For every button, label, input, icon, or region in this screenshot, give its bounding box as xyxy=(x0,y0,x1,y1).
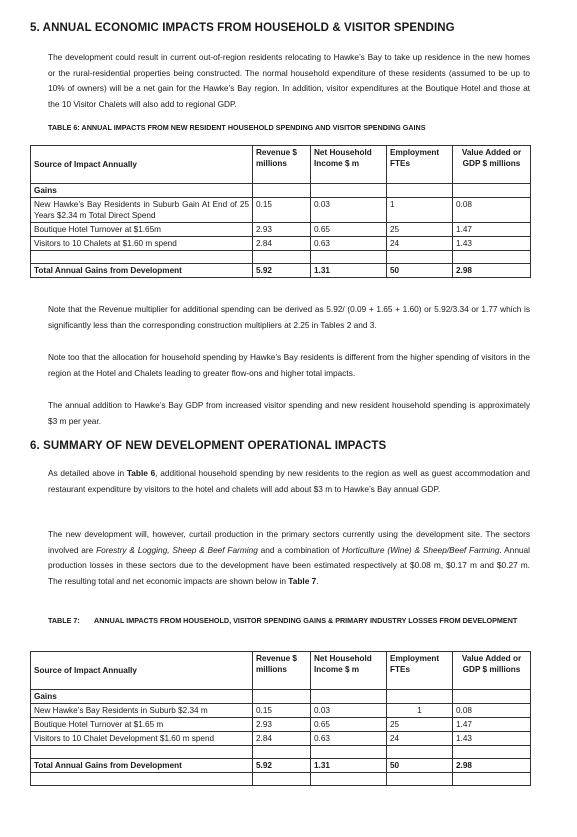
table-cell-value-added: 2.98 xyxy=(453,759,531,773)
table-6-header-source: Source of Impact Annually xyxy=(31,146,253,184)
table-cell-employment: 50 xyxy=(387,759,453,773)
table-cell-employment: 24 xyxy=(387,732,453,746)
table-cell-revenue: 2.93 xyxy=(253,718,311,732)
table-cell-source: New Hawke’s Bay Residents in Suburb $2.34 m xyxy=(31,704,253,718)
table-row xyxy=(31,223,531,237)
table-cell-revenue: 0.15 xyxy=(253,198,311,223)
table-6-total-row xyxy=(31,264,531,278)
table-cell-value-added: 0.08 xyxy=(453,198,531,223)
table-7-header-employment: Employment FTEs xyxy=(387,652,453,690)
table-cell-net: 1.31 xyxy=(311,264,387,278)
table-6-caption: TABLE 6: ANNUAL IMPACTS FROM NEW RESIDENT HOUSEHOLD SPENDING AND VISITOR SPENDING GAINS xyxy=(48,123,426,132)
table-6-header-employment: Employment FTEs xyxy=(387,146,453,184)
table-cell-value-added: 1.43 xyxy=(453,732,531,746)
table-cell-value-added: 1.47 xyxy=(453,718,531,732)
table-6-gains-label: Gains xyxy=(31,184,253,198)
table-6-header-revenue: Revenue $ millions xyxy=(253,146,311,184)
table-7 xyxy=(30,651,531,786)
table-7-header-net: Net Household Income $ m xyxy=(311,652,387,690)
table-6-header-value-added: Value Added or GDP $ millions xyxy=(453,146,531,184)
table-cell-revenue: 5.92 xyxy=(253,264,311,278)
table-cell-employment: 24 xyxy=(387,237,453,251)
table-6 xyxy=(30,145,531,278)
table-7-caption: TABLE 7: ANNUAL IMPACTS FROM HOUSEHOLD, VISITOR SPENDING GAINS & PRIMARY INDUSTRY LOSSES FROM DEVELOPMENT xyxy=(48,616,518,625)
table-cell-source: Total Annual Gains from Development xyxy=(31,759,253,773)
table-cell-value-added: 1.43 xyxy=(453,237,531,251)
section-6-paragraph-summary: As detailed above in Table 6, additional household spending by new residents to the region as well as guest accommodation and restaurant expenditure by visitors to the hotel and chalets will add about $3 m to Hawke’s Bay annual GDP. xyxy=(48,468,530,494)
table-cell-employment: 50 xyxy=(387,264,453,278)
table-cell-source: New Hawke’s Bay Residents in Suburb Gain At End of 25 Years $2.34 m Total Direct Spend xyxy=(31,198,253,223)
table-cell-source: Visitors to 10 Chalet Development $1.60 m spend xyxy=(31,732,253,746)
table-cell-source: Total Annual Gains from Development xyxy=(31,264,253,278)
table-6-header-net: Net Household Income $ m xyxy=(311,146,387,184)
table-cell-employment: 1 xyxy=(387,704,453,718)
table-7-gains-row xyxy=(31,690,531,704)
table-cell-value-added: 1.47 xyxy=(453,223,531,237)
table-cell-source: Boutique Hotel Turnover at $1.65m xyxy=(31,223,253,237)
table-row xyxy=(31,237,531,251)
table-cell-revenue: 2.84 xyxy=(253,237,311,251)
table-7-trailing-row xyxy=(31,773,531,786)
table-7-spacer-row xyxy=(31,746,531,759)
table-cell-revenue: 5.92 xyxy=(253,759,311,773)
table-7-header-value-added: Value Added or GDP $ millions xyxy=(453,652,531,690)
table-cell-revenue: 0.15 xyxy=(253,704,311,718)
table-row xyxy=(31,718,531,732)
table-cell-value-added: 0.08 xyxy=(453,704,531,718)
note-paragraph-gdp: The annual addition to Hawke’s Bay GDP from increased visitor spending and new resident household spending is approximately $3 m per year. xyxy=(48,400,530,426)
table-cell-revenue: 2.93 xyxy=(253,223,311,237)
table-cell-revenue: 2.84 xyxy=(253,732,311,746)
table-cell-employment: 25 xyxy=(387,223,453,237)
table-6-reference: Table 6 xyxy=(126,468,156,478)
table-6-header-row xyxy=(31,146,531,184)
table-7-header-revenue: Revenue $ millions xyxy=(253,652,311,690)
table-cell-net: 0.63 xyxy=(311,237,387,251)
table-cell-net: 0.63 xyxy=(311,732,387,746)
table-cell-net: 0.03 xyxy=(311,198,387,223)
note-paragraph-multiplier: Note that the Revenue multiplier for additional spending can be derived as 5.92/ (0.09 + 1.65 + 1.60) or 5.92/3.34 or 1.77 which is significantly less than the corresponding construction multipliers at 2.25 in Tables 2 and 3. xyxy=(48,304,530,330)
section-5-heading: 5. ANNUAL ECONOMIC IMPACTS FROM HOUSEHOLD & VISITOR SPENDING xyxy=(30,22,455,34)
note-paragraph-allocation: Note too that the allocation for household spending by Hawke’s Bay residents is different from the higher spending of visitors in the region at the Hotel and Chalets leading to greater flow-ons and higher total impacts. xyxy=(48,352,530,378)
table-7-header-row xyxy=(31,652,531,690)
table-row xyxy=(31,198,531,223)
table-cell-value-added: 2.98 xyxy=(453,264,531,278)
table-6-spacer-row xyxy=(31,251,531,264)
table-cell-net: 1.31 xyxy=(311,759,387,773)
section-5-paragraph: The development could result in current out-of-region residents relocating to Hawke’s Bay to take up residence in the new homes or the rural-residential properties being constructed. The normal household expenditure of these residents (assumed to be up to 10% of owners) will be a net gain for the Hawke’s Bay region. In addition, visitor expenditures at the Boutique Hotel and those at the 10 Visitor Chalets will also add to regional GDP. xyxy=(48,52,530,109)
table-cell-net: 0.65 xyxy=(311,718,387,732)
table-cell-source: Boutique Hotel Turnover at $1.65 m xyxy=(31,718,253,732)
table-row xyxy=(31,704,531,718)
section-6-paragraph-losses: The new development will, however, curtail production in the primary sectors currently using the development site. The sectors involved are Forestry & Logging, Sheep & Beef Farming and a combination of Horticulture (Wine) & Sheep/Beef Farming. Annual production losses in these sectors due to the development have been estimated respectively at $0.08 m, $0.17 m and $0.27 m. The resulting total and net economic impacts are shown below in Table 7. xyxy=(48,529,531,586)
table-7-header-source: Source of Impact Annually xyxy=(31,652,253,690)
table-cell-source: Visitors to 10 Chalets at $1.60 m spend xyxy=(31,237,253,251)
section-6-heading: 6. SUMMARY OF NEW DEVELOPMENT OPERATIONAL IMPACTS xyxy=(30,440,387,452)
table-7-total-row xyxy=(31,759,531,773)
table-7-reference: Table 7 xyxy=(288,575,317,586)
table-7-gains-label: Gains xyxy=(31,690,253,704)
table-cell-employment: 25 xyxy=(387,718,453,732)
table-cell-employment: 1 xyxy=(387,198,453,223)
table-row xyxy=(31,732,531,746)
table-6-gains-row xyxy=(31,184,531,198)
table-cell-net: 0.03 xyxy=(311,704,387,718)
table-cell-net: 0.65 xyxy=(311,223,387,237)
